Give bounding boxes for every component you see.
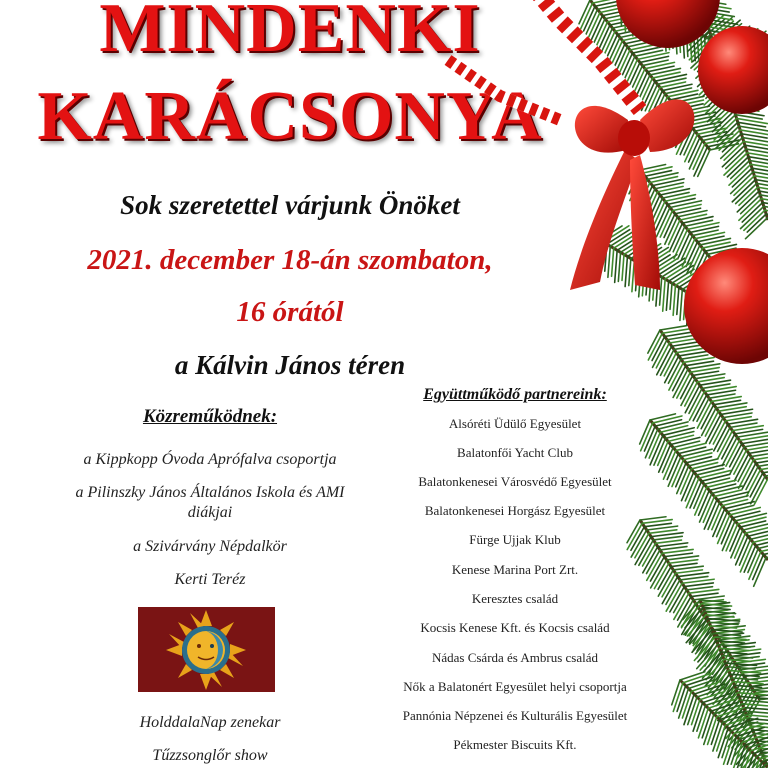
partner-item: Fürge Ujjak Klub <box>469 532 561 547</box>
partner-item: Pékmester Biscuits Kft. <box>453 737 577 752</box>
partner-item: Nádas Csárda és Ambrus család <box>431 650 599 665</box>
ornament-ball <box>684 248 768 364</box>
partner-item: Balatonfői Yacht Club <box>457 445 573 460</box>
partner-item: Nők a Balatonért Egyesület helyi csoportja <box>403 679 627 694</box>
ornament-ball <box>616 0 720 48</box>
partner-item: Kenese Marina Port Zrt. <box>451 562 579 577</box>
partner-item: Balatonkenesei Városvédő Egyesület <box>418 474 612 489</box>
invitation-text: Sok szeretettel várjunk Önöket <box>120 190 460 220</box>
performer-item: a Szivárvány Népdalkör <box>133 538 287 555</box>
ornament-ball <box>698 26 768 114</box>
partners-heading: Együttműködő partnereink: <box>423 386 607 403</box>
performer-item: Tűzzsonglőr show <box>152 747 268 764</box>
partner-item: Kocsis Kenese Kft. és Kocsis család <box>420 620 610 635</box>
event-place: a Kálvin János téren <box>174 350 406 380</box>
performer-item: a Kippkopp Óvoda Aprófalva csoportja <box>83 451 337 468</box>
event-date: 2021. december 18-án szombaton, <box>87 244 493 276</box>
partner-item: Pannónia Népzenei és Kulturális Egyesület <box>402 708 628 723</box>
partner-item: Alsóréti Üdülő Egyesület <box>448 416 582 431</box>
performers-heading: Közreműködnek: <box>142 406 278 427</box>
partner-item: Keresztes család <box>471 591 559 606</box>
performer-item: Kerti Teréz <box>174 571 246 588</box>
red-bow <box>570 99 694 290</box>
performer-item: diákjai <box>187 504 233 521</box>
title-line-2: KARÁCSONYA <box>37 78 543 155</box>
performer-item: HolddalaNap zenekar <box>139 714 281 731</box>
title-line-1: MINDENKI <box>99 0 481 67</box>
sun-moon-emblem-image <box>138 607 275 692</box>
event-time: 16 órától <box>236 296 344 328</box>
performer-item: a Pilinszky János Általános Iskola és AMI <box>75 484 345 501</box>
partner-item: Balatonkenesei Horgász Egyesület <box>424 503 606 518</box>
